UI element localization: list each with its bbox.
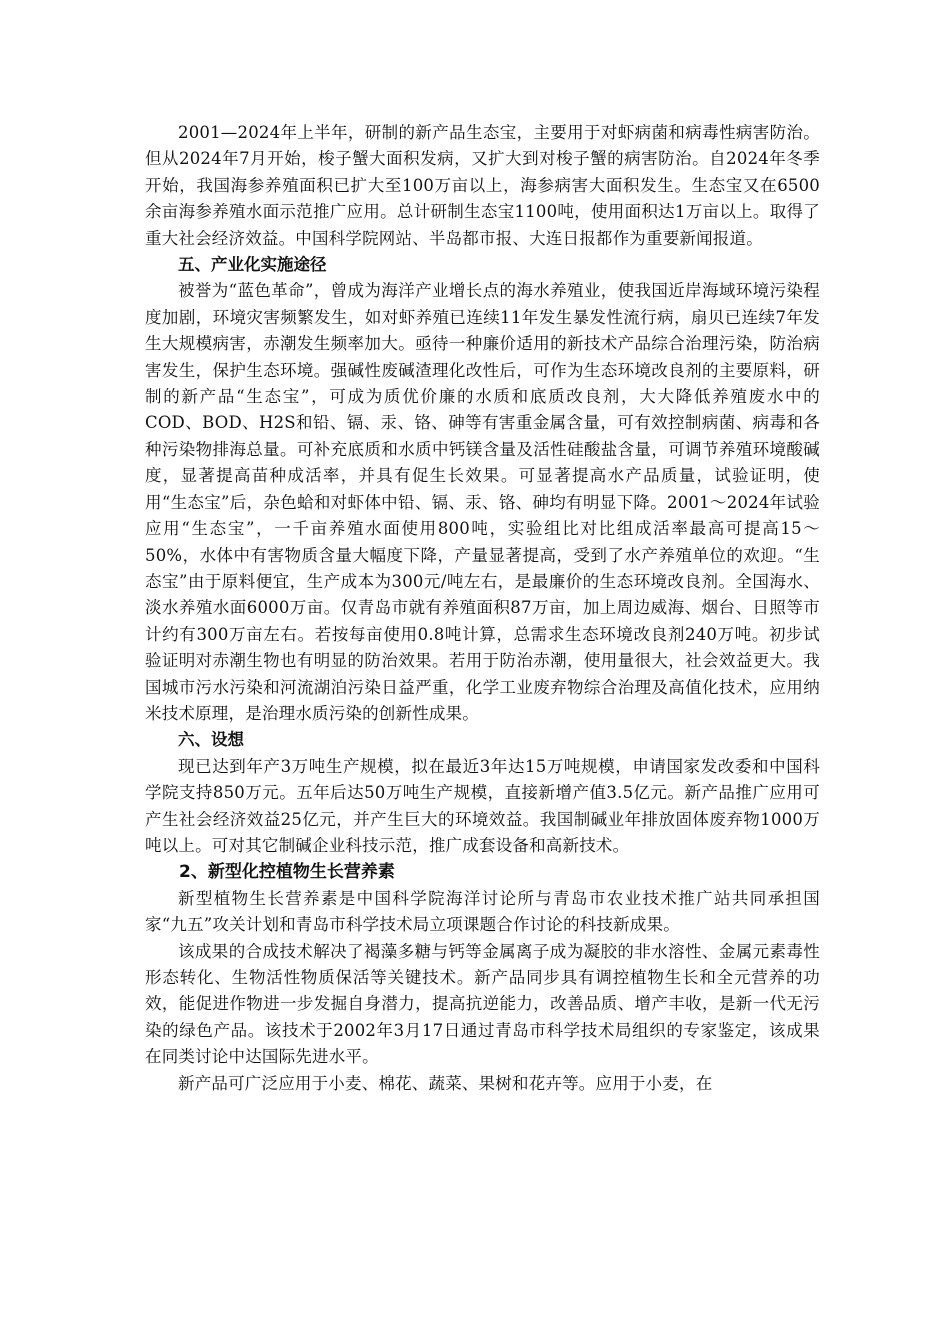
paragraph-shengtaibao-history: 2001—2024年上半年，研制的新产品生态宝，主要用于对虾病菌和病毒性病害防治。但从2024年7月开始，梭子蟹大面积发病，又扩大到对梭子蟹的病害防治。自2024年冬季开始，我国海参养殖面积已扩大至100万亩以上，海参病害大面积发生。生态宝又在6500余亩海参养殖水面示范推广应用。总计研制生态宝1100吨，使用面积达1万亩以上。取得了重大社会经济效益。中国科学院网站、半岛都市报、大连日报都作为重要新闻报道。: [145, 123, 820, 248]
paragraph-applications: 新产品可广泛应用于小麦、棉花、蔬菜、果树和花卉等。应用于小麦，在: [178, 1073, 713, 1093]
section-heading-vision: 六、设想: [178, 730, 244, 750]
paragraph-synthesis-technology: 该成果的合成技术解决了褐藻多糖与钙等金属离子成为凝胶的非水溶性、金属元素毒性形态转化、生物活性物质保活等关键技术。新产品同步具有调控植物生长和全元营养的功效，能促进作物进一步发掘自身潜力，提高抗逆能力，改善品质、增产丰收，是新一代无污染的绿色产品。该技术于2002年3月17日通过青岛市科学技术局组织的专家鉴定，该成果在同类讨论中达国际先进水平。: [145, 941, 820, 1067]
paragraph-blue-revolution: 被誉为“蓝色革命”，曾成为海洋产业增长点的海水养殖业，使我国近岸海域环境污染程度加剧，环境灾害频繁发生，如对虾养殖已连续11年发生暴发性流行病，扇贝已连续7年发生大规模病害，赤潮发生频率加大。亟待一种廉价适用的新技术产品综合治理污染，防治病害发生，保护生态环境。强碱性废碱渣理化改性后，可作为生态环境改良剂的主要原料，研制的新产品“生态宝”，可成为质优价廉的水质和底质改良剂，大大降低养殖废水中的COD、BOD、H2S和铅、镉、汞、铬、砷等有害重金属含量，可有效控制病菌、病毒和各种污染物排海总量。可补充底质和水质中钙镁含量及活性硅酸盐含量，可调节养殖环境酸碱度，显著提高苗种成活率，并具有促生长效果。可显著提高水产品质量，试验证明，使用“生态宝”后，杂色蛤和对虾体中铅、镉、汞、铬、砷均有明显下降。2001～2024年试验应用“生态宝”，一千亩养殖水面使用800吨，实验组比对比组成活率最高可提高15～50%，水体中有害物质含量大幅度下降，产量显著提高，受到了水产养殖单位的欢迎。“生态宝”由于原料便宜，生产成本为300元/吨左右，是最廉价的生态环境改良剂。全国海水、淡水养殖水面6000万亩。仅青岛市就有养殖面积87万亩，加上周边威海、烟台、日照等市计约有300万亩左右。若按每亩使用0.8吨计算，总需求生态环境改良剂240万吨。初步试验证明对赤潮生物也有明显的防治效果。若用于防治赤潮，使用量很大，社会效益更大。我国城市污水污染和河流湖泊污染日益严重，化学工业废弃物综合治理及高值化技术，应用纳米技术原理，是治理水质污染的创新性成果。: [145, 281, 820, 723]
section-heading-plant-nutrient: 2、新型化控植物生长营养素: [179, 862, 395, 883]
document-page: [145, 120, 820, 1097]
section-heading-industrialization: 五、产业化实施途径: [178, 255, 327, 275]
paragraph-plant-nutrient-intro: 新型植物生长营养素是中国科学院海洋讨论所与青岛市农业技术推广站共同承担国家“九五”攻关计划和青岛市科学技术局立项课题合作讨论的科技新成果。: [145, 888, 820, 935]
paragraph-production-scale: 现已达到年产3万吨生产规模，拟在最近3年达15万吨规模，申请国家发改委和中国科学院支持850万元。五年后达50万吨生产规模，直接新增产值3.5亿元。新产品推广应用可产生社会经济效益25亿元，并产生巨大的环境效益。我国制碱业年排放固体废弃物1000万吨以上。可对其它制碱企业科技示范，推广成套设备和高新技术。: [145, 756, 820, 855]
